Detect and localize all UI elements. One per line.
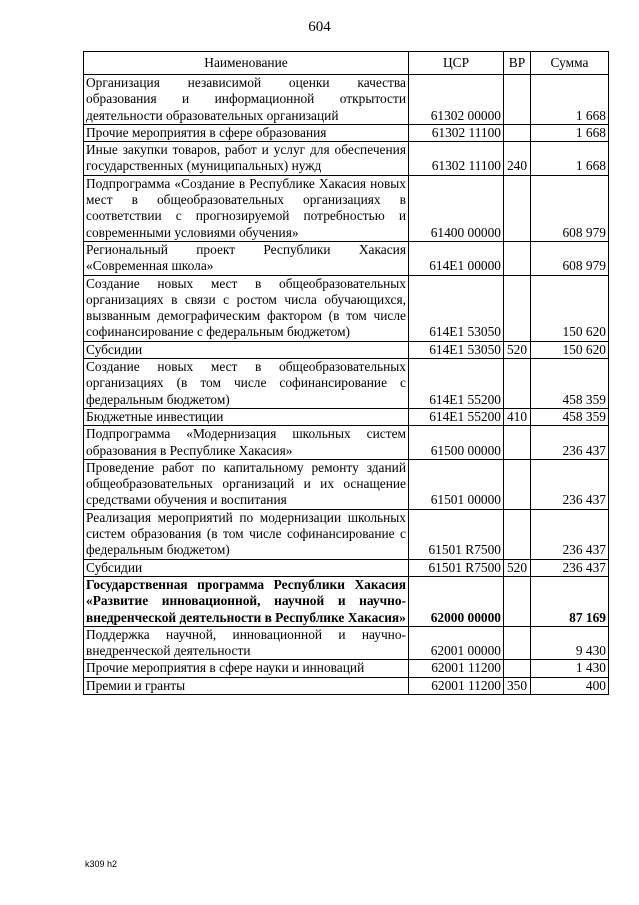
cell-csr: 61302 11100 — [409, 124, 504, 141]
cell-sum: 608 979 — [531, 241, 609, 275]
page-number: 604 — [308, 19, 331, 35]
cell-name: Субсидии — [84, 559, 409, 576]
cell-csr: 614E1 55200 — [409, 408, 504, 425]
cell-name: Региональный проект Республики Хакасия «Современная школа» — [84, 241, 409, 275]
cell-vr — [504, 576, 531, 626]
cell-vr: 240 — [504, 142, 531, 176]
table-row — [84, 459, 609, 509]
table-row — [84, 359, 609, 409]
cell-name: Премии и гранты — [84, 677, 409, 694]
table-row — [84, 341, 609, 358]
cell-csr: 61500 00000 — [409, 426, 504, 460]
cell-name: Организация независимой оценки качества образования и информационной открытости деятельности образовательных организаций — [84, 75, 409, 125]
cell-sum: 458 359 — [531, 359, 609, 409]
cell-name: Субсидии — [84, 341, 409, 358]
table-row — [84, 576, 609, 626]
cell-vr — [504, 660, 531, 677]
table-row — [84, 426, 609, 460]
cell-sum: 236 437 — [531, 509, 609, 559]
cell-name: Создание новых мест в общеобразовательных организациях в связи с ростом числа обучающихся, вызванным демографическим фактором (в том числе софинансирование с федеральным бюджетом) — [84, 275, 409, 341]
header-csr: ЦСР — [409, 52, 504, 75]
cell-sum: 1 668 — [531, 124, 609, 141]
cell-csr: 61302 11100 — [409, 142, 504, 176]
cell-name: Иные закупки товаров, работ и услуг для обеспечения государственных (муниципальных) нужд — [84, 142, 409, 176]
table-header-row — [84, 52, 609, 75]
cell-name: Подпрограмма «Создание в Республике Хакасия новых мест в общеобразовательных организациях в соответствии с прогнозируемой потребностью и современными условиями обучения» — [84, 175, 409, 241]
header-vr: ВР — [504, 52, 531, 75]
table-row — [84, 408, 609, 425]
cell-vr — [504, 124, 531, 141]
table-row — [84, 142, 609, 176]
footer-code: k309 h2 — [85, 859, 118, 869]
cell-sum: 150 620 — [531, 275, 609, 341]
cell-csr: 61501 00000 — [409, 459, 504, 509]
cell-csr: 62000 00000 — [409, 576, 504, 626]
cell-vr — [504, 241, 531, 275]
cell-csr: 61302 00000 — [409, 75, 504, 125]
cell-name: Государственная программа Республики Хакасия «Развитие инновационной, научной и научно-внедренческой деятельности в Республике Хакасия» — [84, 576, 409, 626]
cell-vr — [504, 426, 531, 460]
cell-vr — [504, 459, 531, 509]
cell-sum: 150 620 — [531, 341, 609, 358]
cell-csr: 61501 R7500 — [409, 559, 504, 576]
cell-vr: 520 — [504, 559, 531, 576]
cell-csr: 614E1 53050 — [409, 341, 504, 358]
cell-name: Подпрограмма «Модернизация школьных систем образования в Республике Хакасия» — [84, 426, 409, 460]
header-name: Наименование — [84, 52, 409, 75]
cell-sum: 1 430 — [531, 660, 609, 677]
cell-vr — [504, 175, 531, 241]
table-row — [84, 175, 609, 241]
table-row — [84, 559, 609, 576]
cell-name: Проведение работ по капитальному ремонту зданий общеобразовательных организаций и их оснащение средствами обучения и воспитания — [84, 459, 409, 509]
cell-name: Создание новых мест в общеобразовательных организациях (в том числе софинансирование с федеральным бюджетом) — [84, 359, 409, 409]
cell-vr — [504, 626, 531, 660]
table-row — [84, 75, 609, 125]
cell-sum: 1 668 — [531, 75, 609, 125]
cell-name: Поддержка научной, инновационной и научно-внедренческой деятельности — [84, 626, 409, 660]
table-row — [84, 626, 609, 660]
cell-csr: 614E1 00000 — [409, 241, 504, 275]
cell-vr: 350 — [504, 677, 531, 694]
cell-vr — [504, 75, 531, 125]
cell-sum: 236 437 — [531, 426, 609, 460]
cell-vr: 520 — [504, 341, 531, 358]
cell-name: Прочие мероприятия в сфере науки и инноваций — [84, 660, 409, 677]
cell-sum: 608 979 — [531, 175, 609, 241]
cell-csr: 614E1 53050 — [409, 275, 504, 341]
budget-table — [83, 51, 609, 695]
cell-vr — [504, 509, 531, 559]
cell-csr: 61400 00000 — [409, 175, 504, 241]
table-row — [84, 660, 609, 677]
cell-vr — [504, 359, 531, 409]
cell-name: Бюджетные инвестиции — [84, 408, 409, 425]
cell-sum: 1 668 — [531, 142, 609, 176]
cell-vr: 410 — [504, 408, 531, 425]
cell-sum: 458 359 — [531, 408, 609, 425]
cell-sum: 9 430 — [531, 626, 609, 660]
table-row — [84, 509, 609, 559]
cell-sum: 400 — [531, 677, 609, 694]
table-row — [84, 241, 609, 275]
table-row — [84, 677, 609, 694]
cell-name: Реализация мероприятий по модернизации школьных систем образования (в том числе софинансирование с федеральным бюджетом) — [84, 509, 409, 559]
header-sum: Сумма — [531, 52, 609, 75]
cell-csr: 62001 11200 — [409, 660, 504, 677]
cell-vr — [504, 275, 531, 341]
cell-csr: 61501 R7500 — [409, 509, 504, 559]
cell-sum: 87 169 — [531, 576, 609, 626]
cell-name: Прочие мероприятия в сфере образования — [84, 124, 409, 141]
cell-csr: 62001 00000 — [409, 626, 504, 660]
cell-sum: 236 437 — [531, 459, 609, 509]
cell-sum: 236 437 — [531, 559, 609, 576]
cell-csr: 614E1 55200 — [409, 359, 504, 409]
table-row — [84, 124, 609, 141]
table-body — [84, 75, 609, 695]
table-row — [84, 275, 609, 341]
cell-csr: 62001 11200 — [409, 677, 504, 694]
